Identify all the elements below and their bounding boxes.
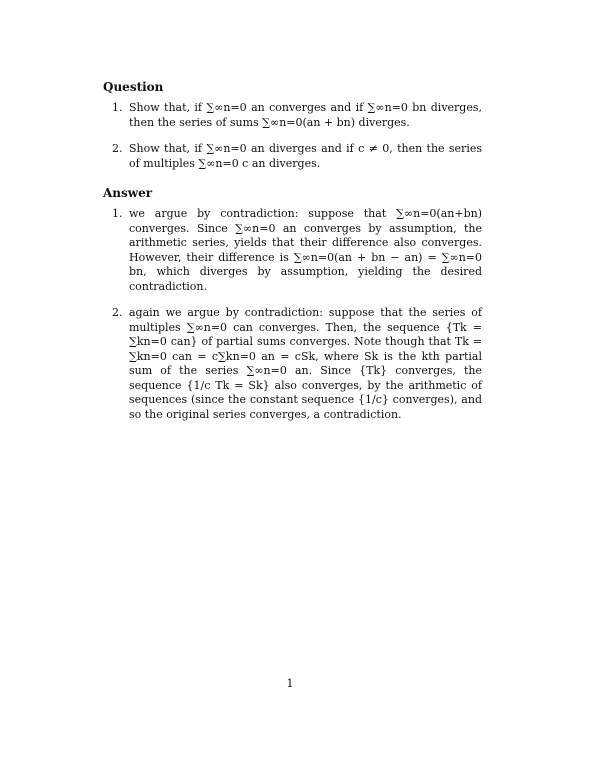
answer-item-1 [112, 207, 482, 294]
question-item-2-text: Show that, if ∑∞n=0 an diverges and if c ≠ 0, then the series of multiples ∑∞n=0 c an diverges. [129, 142, 482, 170]
question-item-1 [112, 101, 482, 130]
answer-item-2 [112, 306, 482, 422]
answer-item-2-number: 2. [112, 306, 123, 319]
question-item-1-text: Show that, if ∑∞n=0 an converges and if ∑∞n=0 bn diverges, then the series of sums ∑∞n=0(an + bn) diverges. [129, 101, 482, 129]
answer-item-2-text: again we argue by contradiction: suppose that the series of multiples ∑∞n=0 can converges. Then, the sequence {Tk = ∑kn=0 can} of partial sums converges. Note though that Tk = ∑kn=0 can = c∑kn=0 an = cSk, where Sk is the kth partial sum of the series ∑∞n=0 an. Since {Tk} converges, the sequence {1/c Tk = Sk} also converges, by the arithmetic of sequences (since the constant sequence {1/c} converges), and so the original series converges, a contradiction. [129, 306, 482, 421]
answer-heading: Answer [103, 186, 153, 200]
question-item-1-number: 1. [112, 101, 123, 114]
answer-item-1-text: we argue by contradiction: suppose that ∑∞n=0(an+bn) converges. Since ∑∞n=0 an converges by assumption, the arithmetic series, yields that their difference also converges. However, their difference is ∑∞n=0(an + bn − an) = ∑∞n=0 bn, which diverges by assumption, yielding the desired contradiction. [129, 207, 482, 293]
answer-list [112, 207, 482, 422]
question-item-2-number: 2. [112, 142, 123, 155]
answer-item-1-number: 1. [112, 207, 123, 220]
page-number: 1 [286, 677, 294, 690]
question-list [112, 101, 482, 171]
question-heading: Question [103, 80, 164, 94]
question-item-2 [112, 142, 482, 171]
